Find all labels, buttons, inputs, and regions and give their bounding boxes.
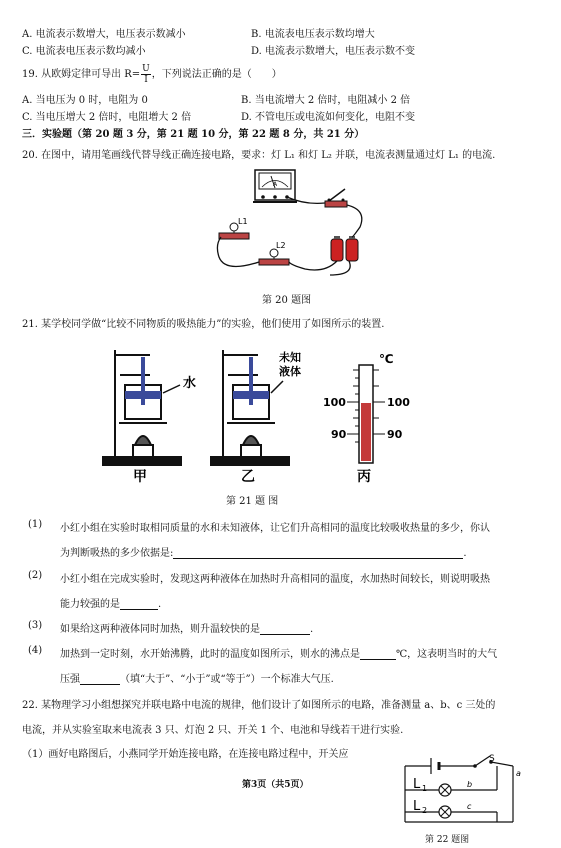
q20-stem: 20. 在图中，请用笔画线代替导线正确连接电路，要求：灯 L₁ 和灯 L₂ 并联，电流表测量通过灯 L₁ 的电流. <box>22 150 496 161</box>
thermometer-unit: ℃ <box>379 352 394 366</box>
q21-caption: 第 21 题 图 <box>226 496 279 507</box>
q18-option-c: C. 电流表电压表示数均减小 <box>22 46 146 57</box>
q21-p1-line1: 小红小组在实验时取相同质量的水和未知液体，让它们升高相同的温度比较吸收热量的多少，你认 <box>60 523 490 534</box>
label-switch: S <box>489 754 495 764</box>
label-jia: 甲 <box>133 469 147 485</box>
q21-p1-answer-blank[interactable] <box>173 548 463 559</box>
q19-stem <box>22 64 282 85</box>
q21-p4-line1 <box>60 645 497 660</box>
q21-p3-answer-blank[interactable] <box>260 624 310 635</box>
q21-stem: 21. 某学校同学做“比较不同物质的吸热能力”的实验，他们使用了如图所示的装置. <box>22 319 385 330</box>
q21-p1-line2: 为判断吸热的多少依据是: . <box>60 548 467 559</box>
q21-p2-prompt: 能力较强的是 <box>60 599 120 610</box>
q19-option-a: A. 当电压为 0 时，电阻为 0 <box>22 95 148 106</box>
tick-90-right: 90 <box>387 428 403 441</box>
label-point-b: b <box>467 780 473 789</box>
q19-fraction-numerator: U <box>142 64 150 74</box>
bulb-l1-icon <box>219 217 249 239</box>
label-l1: L <box>413 777 421 792</box>
label-l2: L <box>413 799 421 814</box>
q22-p1: （1）画好电路图后，小燕同学开始连接电路，在连接电路过程中，开关应 <box>22 749 349 760</box>
q19-stem-prefix: 19. 从欧姆定律可导出 R= <box>22 69 141 80</box>
setup-jia-icon <box>103 350 181 465</box>
label-l1-sub: 1 <box>422 784 428 793</box>
q19-fraction-denominator: I <box>144 75 148 85</box>
section-heading: 三．实验题（第 20 题 3 分，第 21 题 10 分，第 22 题 8 分，共 21 分） <box>22 129 365 140</box>
q21-p1-number: (1) <box>28 519 43 530</box>
q19-option-c: C. 当电压增大 2 倍时，电阻增大 2 倍 <box>22 112 192 123</box>
label-water: 水 <box>183 376 197 391</box>
battery-symbol-icon <box>431 758 439 774</box>
bulb-l1-label: L1 <box>238 217 248 226</box>
ammeter-icon <box>253 170 297 202</box>
tick-100-right: 100 <box>387 396 410 409</box>
q21-p2-number: (2) <box>28 570 43 581</box>
q21-p4-number: (4) <box>28 645 43 656</box>
lamp-l2-icon <box>439 806 451 818</box>
q22-caption: 第 22 题图 <box>425 835 470 845</box>
q21-p4-pressure-blank[interactable] <box>80 674 120 685</box>
bulb-l2-label: L2 <box>276 241 286 250</box>
q22-stem-line1: 22. 某物理学习小组想探究并联电路中电流的规律，他们设计了如图所示的电路，准备测量 a、b、c 三处的 <box>22 700 496 711</box>
thermometer-icon <box>347 365 385 463</box>
tick-100-left: 100 <box>323 396 346 409</box>
tick-90-left: 90 <box>331 428 347 441</box>
q20-caption: 第 20 题图 <box>262 295 312 306</box>
setup-yi-icon <box>211 350 289 465</box>
q21-p4-prompt-a: 加热到一定时刻，水开始沸腾，此时的温度如图所示，则水的沸点是 <box>60 649 360 660</box>
switch-icon <box>325 189 347 207</box>
q19-option-d: D. 不管电压或电流如何变化，电阻不变 <box>241 112 416 123</box>
q21-p1-prompt: 为判断吸热的多少依据是: <box>60 548 174 559</box>
lamp-l1-icon <box>439 784 451 796</box>
q21-p2-answer-blank[interactable] <box>120 599 158 610</box>
q18-option-b: B. 电流表电压表示数均增大 <box>251 29 375 40</box>
q21-p2-line1: 小红小组在完成实验时，发现这两种液体在加热时升高相同的温度，水加热时间较长，则说明吸热 <box>60 574 490 585</box>
label-bing: 丙 <box>357 469 371 485</box>
page-footer: 第3页（共5页） <box>242 780 309 790</box>
q22-circuit-figure <box>395 752 520 832</box>
q21-p3-prompt: 如果给这两种液体同时加热，则升温较快的是 <box>60 624 260 635</box>
q21-p4-prompt-c: 压强 <box>60 674 80 685</box>
label-point-c: c <box>467 802 472 811</box>
q21-p3-line1: 如果给这两种液体同时加热，则升温较快的是 . <box>60 624 314 635</box>
q19-stem-suffix: ，下列说法正确的是（ ） <box>151 69 282 80</box>
battery-icon <box>331 236 358 261</box>
label-l2-sub: 2 <box>422 806 428 815</box>
q18-option-a: A. 电流表示数增大，电压表示数减小 <box>22 29 186 40</box>
label-unknown-2: 液体 <box>279 365 301 378</box>
q21-p4-line2 <box>60 670 334 685</box>
ammeter-letter: A <box>272 181 278 188</box>
q22-stem-line2: 电流，并从实验室取来电流表 3 只、灯泡 2 只、开关 1 个、电池和导线若干进行实验. <box>22 725 404 736</box>
q18-option-d: D. 电流表示数增大，电压表示数不变 <box>251 46 416 57</box>
bulb-l2-icon <box>259 241 289 265</box>
q21-p3-number: (3) <box>28 620 43 631</box>
label-point-a: a <box>516 769 521 778</box>
q21-p4-prompt-b: ℃，这表明当时的大气 <box>396 649 498 660</box>
q21-apparatus-figure <box>95 345 415 485</box>
q21-p2-line2: 能力较强的是 . <box>60 599 162 610</box>
q20-circuit-figure <box>205 165 375 277</box>
q21-p4-prompt-d: （填“大于”、“小于”或“等于”）一个标准大气压. <box>120 674 334 685</box>
label-yi: 乙 <box>241 469 255 485</box>
q19-option-b: B. 当电流增大 2 倍时，电阻减小 2 倍 <box>241 95 411 106</box>
q21-p4-boiling-blank[interactable] <box>360 649 396 660</box>
label-unknown-1: 未知 <box>279 351 301 364</box>
